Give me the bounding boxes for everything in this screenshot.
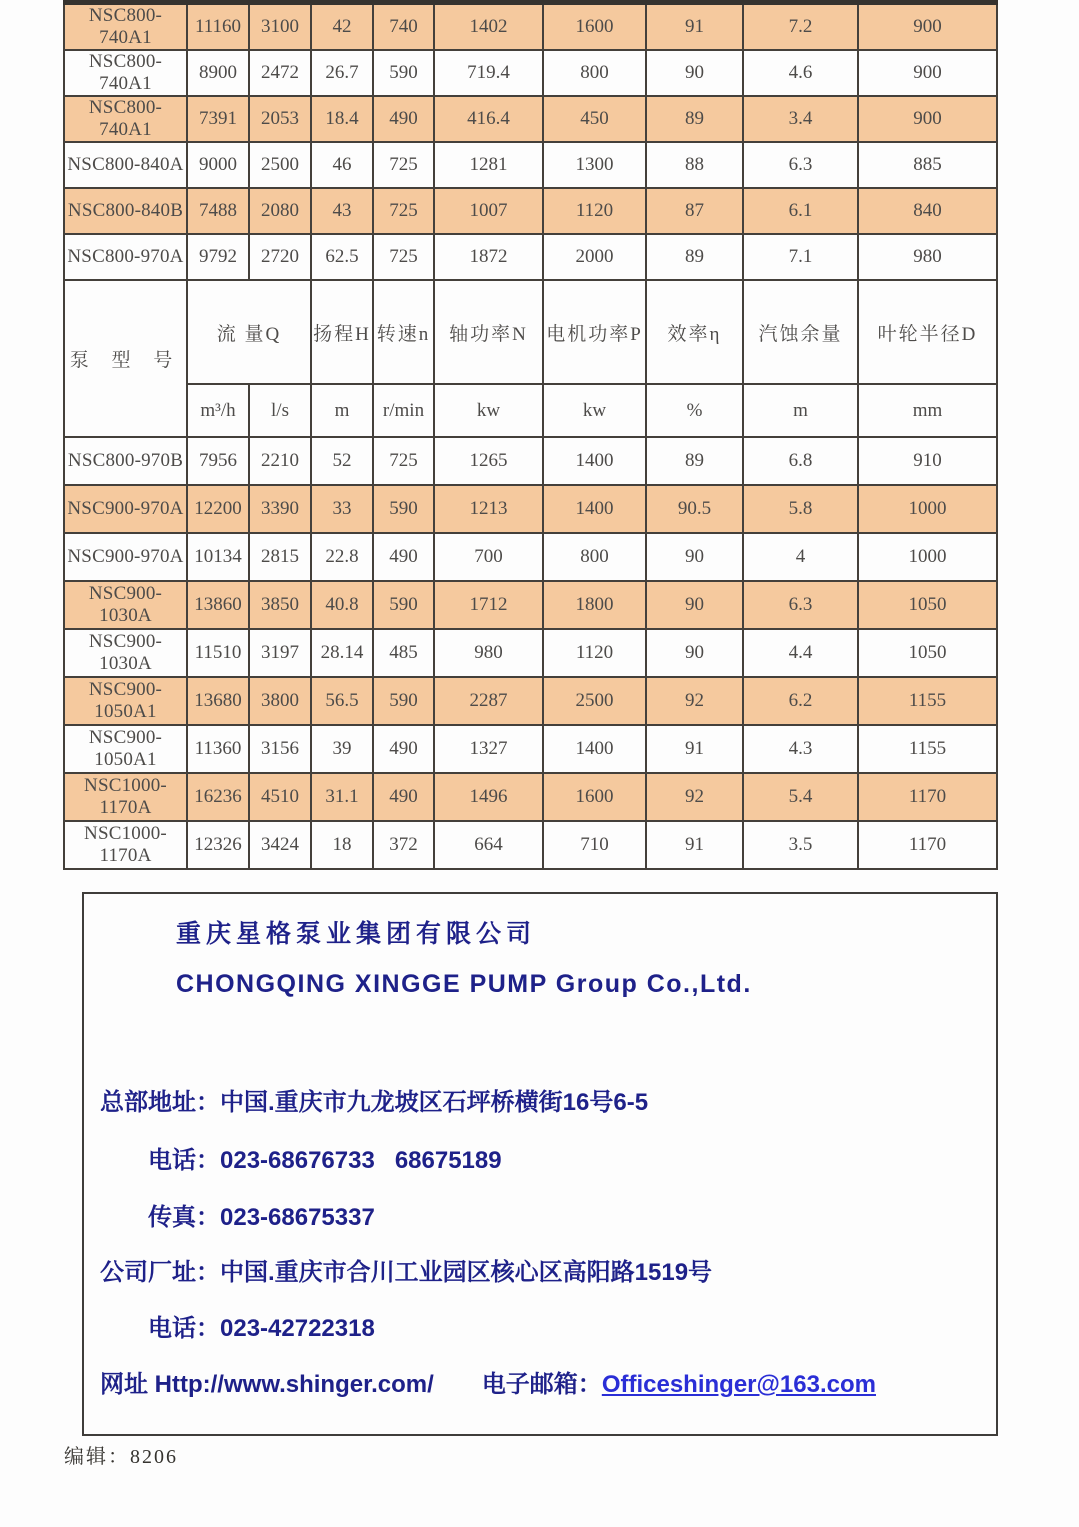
table-cell: 89 xyxy=(646,234,743,280)
table-cell: 3800 xyxy=(249,677,311,725)
col-header-impeller-radius: 叶轮半径D xyxy=(858,280,997,384)
table-cell: 2500 xyxy=(249,142,311,188)
table-units-row xyxy=(64,384,997,437)
unit-cell: m xyxy=(311,384,373,437)
table-cell: 725 xyxy=(373,142,434,188)
table-row xyxy=(64,629,997,677)
unit-cell: m³/h xyxy=(187,384,249,437)
table-row xyxy=(64,821,997,869)
table-cell: 5.8 xyxy=(743,485,858,533)
table-cell: 90 xyxy=(646,629,743,677)
table-cell: 91 xyxy=(646,725,743,773)
table-cell: 3.5 xyxy=(743,821,858,869)
table-cell: 4510 xyxy=(249,773,311,821)
table-row xyxy=(64,677,997,725)
table-cell: 1000 xyxy=(858,533,997,581)
table-cell: 590 xyxy=(373,677,434,725)
table-cell: 900 xyxy=(858,50,997,96)
table-row xyxy=(64,773,997,821)
pump-model-cell: NSC900-1030A xyxy=(64,629,187,677)
pump-model-cell: NSC900-1050A1 xyxy=(64,725,187,773)
table-cell: 1050 xyxy=(858,581,997,629)
table-cell: 90.5 xyxy=(646,485,743,533)
table-cell: 900 xyxy=(858,3,997,51)
editor-note: 编辑：8206 xyxy=(64,1446,178,1468)
table-cell: 1007 xyxy=(434,188,543,234)
table-cell: 725 xyxy=(373,437,434,485)
table-cell: 2287 xyxy=(434,677,543,725)
table-cell: 6.8 xyxy=(743,437,858,485)
table-cell: 3424 xyxy=(249,821,311,869)
col-header-head: 扬程H xyxy=(311,280,373,384)
table-cell: 1600 xyxy=(543,773,646,821)
table-row xyxy=(64,725,997,773)
table-cell: 1120 xyxy=(543,629,646,677)
table-cell: 6.3 xyxy=(743,581,858,629)
website-email-line xyxy=(100,1364,876,1399)
table-row xyxy=(64,3,997,51)
table-cell: 1400 xyxy=(543,485,646,533)
table-cell: 1327 xyxy=(434,725,543,773)
table-cell: 2080 xyxy=(249,188,311,234)
table-cell: 1600 xyxy=(543,3,646,51)
factory-phone-value: 023-42722318 xyxy=(220,1315,375,1342)
pump-model-cell: NSC900-970A xyxy=(64,533,187,581)
table-cell: 3850 xyxy=(249,581,311,629)
table-row xyxy=(64,533,997,581)
table-cell: 700 xyxy=(434,533,543,581)
table-cell: 6.3 xyxy=(743,142,858,188)
table-cell: 1400 xyxy=(543,437,646,485)
table-header-row xyxy=(64,280,997,384)
fax-label: 传真： xyxy=(148,1204,220,1231)
pump-model-cell: NSC800-740A1 xyxy=(64,96,187,142)
unit-cell: % xyxy=(646,384,743,437)
email-label: 电子邮箱： xyxy=(481,1371,602,1398)
table-cell: 490 xyxy=(373,773,434,821)
pump-spec-table-wrap xyxy=(63,0,998,870)
table-cell: 590 xyxy=(373,50,434,96)
company-name-cn: 重庆星格泵业集团有限公司 xyxy=(176,920,537,948)
table-cell: 7391 xyxy=(187,96,249,142)
table-cell: 1712 xyxy=(434,581,543,629)
table-cell: 40.8 xyxy=(311,581,373,629)
table-cell: 590 xyxy=(373,485,434,533)
hq-phone-line xyxy=(148,1140,502,1175)
table-cell: 7.1 xyxy=(743,234,858,280)
table-cell: 800 xyxy=(543,50,646,96)
table-cell: 88 xyxy=(646,142,743,188)
unit-cell: l/s xyxy=(249,384,311,437)
col-header-shaft-power: 轴功率N xyxy=(434,280,543,384)
table-cell: 8900 xyxy=(187,50,249,96)
pump-model-cell: NSC800-840B xyxy=(64,188,187,234)
pump-spec-table xyxy=(63,0,998,870)
pump-model-cell: NSC800-740A1 xyxy=(64,50,187,96)
table-cell: 6.2 xyxy=(743,677,858,725)
pump-model-cell: NSC900-1050A1 xyxy=(64,677,187,725)
table-row xyxy=(64,581,997,629)
table-cell: 885 xyxy=(858,142,997,188)
table-cell: 910 xyxy=(858,437,997,485)
table-cell: 13680 xyxy=(187,677,249,725)
table-cell: 3.4 xyxy=(743,96,858,142)
table-cell: 31.1 xyxy=(311,773,373,821)
table-cell: 56.5 xyxy=(311,677,373,725)
table-cell: 4 xyxy=(743,533,858,581)
table-cell: 46 xyxy=(311,142,373,188)
table-cell: 1402 xyxy=(434,3,543,51)
table-cell: 1155 xyxy=(858,677,997,725)
table-cell: 18.4 xyxy=(311,96,373,142)
pump-model-cell: NSC800-740A1 xyxy=(64,3,187,51)
table-cell: 2000 xyxy=(543,234,646,280)
table-cell: 1300 xyxy=(543,142,646,188)
hq-phone-label: 电话： xyxy=(148,1147,220,1174)
table-cell: 7.2 xyxy=(743,3,858,51)
table-row xyxy=(64,234,997,280)
table-cell: 1000 xyxy=(858,485,997,533)
table-cell: 1400 xyxy=(543,725,646,773)
table-cell: 90 xyxy=(646,50,743,96)
table-cell: 3390 xyxy=(249,485,311,533)
table-row xyxy=(64,96,997,142)
company-info-box xyxy=(82,892,998,1436)
table-cell: 62.5 xyxy=(311,234,373,280)
table-cell: 2500 xyxy=(543,677,646,725)
hq-address-line xyxy=(100,1082,648,1117)
table-cell: 1213 xyxy=(434,485,543,533)
unit-cell: m xyxy=(743,384,858,437)
table-cell: 725 xyxy=(373,188,434,234)
table-row xyxy=(64,485,997,533)
table-cell: 1872 xyxy=(434,234,543,280)
table-row xyxy=(64,188,997,234)
pump-model-cell: NSC800-970B xyxy=(64,437,187,485)
table-cell: 490 xyxy=(373,725,434,773)
factory-phone-label: 电话： xyxy=(148,1315,220,1342)
table-cell: 89 xyxy=(646,96,743,142)
table-cell: 13860 xyxy=(187,581,249,629)
table-cell: 10134 xyxy=(187,533,249,581)
table-cell: 2210 xyxy=(249,437,311,485)
website-label: 网址 xyxy=(100,1371,155,1398)
table-cell: 42 xyxy=(311,3,373,51)
table-cell: 11360 xyxy=(187,725,249,773)
col-header-npsh: 汽蚀余量 xyxy=(743,280,858,384)
table-cell: 4.4 xyxy=(743,629,858,677)
pump-model-cell: NSC900-1030A xyxy=(64,581,187,629)
table-cell: 1496 xyxy=(434,773,543,821)
table-cell: 485 xyxy=(373,629,434,677)
factory-address-value: 中国.重庆市合川工业园区核心区高阳路1519号 xyxy=(220,1259,713,1286)
table-cell: 90 xyxy=(646,533,743,581)
factory-address-line xyxy=(100,1252,712,1287)
company-name-en: CHONGQING XINGGE PUMP Group Co.,Ltd. xyxy=(176,970,752,998)
hq-address-value: 中国.重庆市九龙坡区石坪桥横街16号6-5 xyxy=(220,1089,649,1116)
fax-value: 023-68675337 xyxy=(220,1204,375,1231)
table-cell: 39 xyxy=(311,725,373,773)
unit-cell: mm xyxy=(858,384,997,437)
table-cell: 4.3 xyxy=(743,725,858,773)
col-header-speed: 转速n xyxy=(373,280,434,384)
pump-model-header: 泵 型 号 xyxy=(64,280,187,437)
table-cell: 43 xyxy=(311,188,373,234)
factory-phone-line xyxy=(148,1308,375,1343)
table-cell: 12200 xyxy=(187,485,249,533)
col-header-efficiency: 效率η xyxy=(646,280,743,384)
table-cell: 1800 xyxy=(543,581,646,629)
table-cell: 91 xyxy=(646,821,743,869)
table-cell: 9792 xyxy=(187,234,249,280)
table-cell: 3156 xyxy=(249,725,311,773)
hq-phone-value: 023-68676733 68675189 xyxy=(220,1147,502,1174)
factory-address-label: 公司厂址： xyxy=(100,1259,220,1286)
email-link[interactable]: Officeshinger@163.com xyxy=(601,1371,876,1398)
table-cell: 840 xyxy=(858,188,997,234)
table-cell: 5.4 xyxy=(743,773,858,821)
pump-model-cell: NSC1000-1170A xyxy=(64,773,187,821)
table-cell: 92 xyxy=(646,773,743,821)
table-cell: 28.14 xyxy=(311,629,373,677)
table-cell: 1265 xyxy=(434,437,543,485)
hq-address-label: 总部地址： xyxy=(100,1089,220,1116)
table-cell: 92 xyxy=(646,677,743,725)
table-cell: 980 xyxy=(858,234,997,280)
table-cell: 980 xyxy=(434,629,543,677)
table-cell: 87 xyxy=(646,188,743,234)
table-cell: 450 xyxy=(543,96,646,142)
unit-cell: kw xyxy=(543,384,646,437)
unit-cell: kw xyxy=(434,384,543,437)
table-cell: 26.7 xyxy=(311,50,373,96)
table-cell: 900 xyxy=(858,96,997,142)
table-cell: 416.4 xyxy=(434,96,543,142)
pump-model-cell: NSC800-970A xyxy=(64,234,187,280)
table-cell: 1155 xyxy=(858,725,997,773)
table-cell: 12326 xyxy=(187,821,249,869)
table-cell: 89 xyxy=(646,437,743,485)
table-cell: 7488 xyxy=(187,188,249,234)
table-cell: 3197 xyxy=(249,629,311,677)
table-row xyxy=(64,50,997,96)
table-cell: 11510 xyxy=(187,629,249,677)
table-cell: 1170 xyxy=(858,773,997,821)
table-cell: 664 xyxy=(434,821,543,869)
table-cell: 800 xyxy=(543,533,646,581)
table-cell: 490 xyxy=(373,96,434,142)
table-cell: 4.6 xyxy=(743,50,858,96)
website-url: Http://www.shinger.com/ xyxy=(154,1371,434,1398)
table-cell: 33 xyxy=(311,485,373,533)
pump-model-cell: NSC1000-1170A xyxy=(64,821,187,869)
col-header-flow: 流 量Q xyxy=(187,280,311,384)
table-cell: 372 xyxy=(373,821,434,869)
table-cell: 725 xyxy=(373,234,434,280)
table-cell: 2720 xyxy=(249,234,311,280)
table-cell: 2472 xyxy=(249,50,311,96)
table-cell: 9000 xyxy=(187,142,249,188)
table-cell: 91 xyxy=(646,3,743,51)
table-cell: 22.8 xyxy=(311,533,373,581)
table-cell: 710 xyxy=(543,821,646,869)
table-cell: 3100 xyxy=(249,3,311,51)
table-cell: 590 xyxy=(373,581,434,629)
table-cell: 1050 xyxy=(858,629,997,677)
fax-line xyxy=(148,1197,375,1232)
pump-model-cell: NSC800-840A xyxy=(64,142,187,188)
table-cell: 7956 xyxy=(187,437,249,485)
table-cell: 90 xyxy=(646,581,743,629)
unit-cell: r/min xyxy=(373,384,434,437)
table-cell: 1120 xyxy=(543,188,646,234)
table-cell: 1170 xyxy=(858,821,997,869)
pump-model-cell: NSC900-970A xyxy=(64,485,187,533)
table-cell: 1281 xyxy=(434,142,543,188)
table-cell: 18 xyxy=(311,821,373,869)
table-cell: 719.4 xyxy=(434,50,543,96)
table-cell: 11160 xyxy=(187,3,249,51)
table-cell: 490 xyxy=(373,533,434,581)
table-cell: 2815 xyxy=(249,533,311,581)
table-row xyxy=(64,437,997,485)
table-cell: 16236 xyxy=(187,773,249,821)
table-cell: 6.1 xyxy=(743,188,858,234)
table-cell: 740 xyxy=(373,3,434,51)
table-cell: 2053 xyxy=(249,96,311,142)
table-cell: 52 xyxy=(311,437,373,485)
table-row xyxy=(64,142,997,188)
col-header-motor-power: 电机功率P xyxy=(543,280,646,384)
